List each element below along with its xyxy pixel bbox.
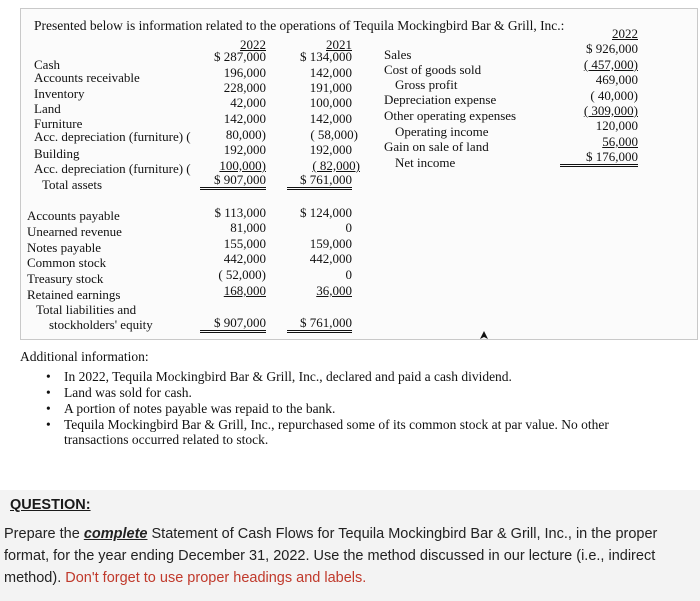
asset-2022: 142,000 <box>223 111 266 126</box>
asset-2022: 80,000) <box>225 127 266 142</box>
liability-2021: $ 124,000 <box>300 205 352 220</box>
question-text <box>4 523 696 589</box>
liability-2022: $ 113,000 <box>214 205 266 220</box>
is-value: ( 457,000) <box>583 57 638 72</box>
is-label: Sales <box>384 47 412 62</box>
asset-2021: ( 82,000) <box>312 158 360 173</box>
asset-2022: 196,000 <box>223 65 266 80</box>
is-value: 56,000 <box>602 134 638 149</box>
mouse-cursor-icon <box>479 330 489 340</box>
bs-header-2022: 2022 <box>240 37 266 52</box>
total-le-label-line2: stockholders' equity <box>49 317 153 332</box>
asset-label: Accounts receivable <box>34 70 140 85</box>
liability-label: Unearned revenue <box>27 224 122 239</box>
list-item: • A portion of notes payable was repaid to the bank. <box>46 401 649 416</box>
list-item: • Land was sold for cash. <box>46 385 649 400</box>
asset-label: Building <box>34 146 80 161</box>
asset-label: Cash <box>34 57 60 72</box>
is-label: Operating income <box>395 124 489 139</box>
is-value: 120,000 <box>595 118 638 133</box>
liability-label: Retained earnings <box>27 287 121 302</box>
list-item: • In 2022, Tequila Mockingbird Bar & Grill, Inc., declared and paid a cash dividend. <box>46 369 649 384</box>
liability-2021: 442,000 <box>309 251 352 266</box>
additional-heading: Additional information: <box>20 349 149 364</box>
liability-2022: 168,000 <box>223 283 266 298</box>
is-value: 469,000 <box>595 72 638 87</box>
liability-2022: 155,000 <box>223 236 266 251</box>
liability-label: Accounts payable <box>27 208 120 223</box>
question-label: QUESTION: <box>10 497 91 513</box>
total-assets-2021: $ 761,000 <box>287 172 352 190</box>
asset-2021: $ 134,000 <box>300 49 352 64</box>
asset-2022: 100,000) <box>219 158 266 173</box>
problem-title: Presented below is information related to the operations of Tequila Mockingbird Bar & Grill, Inc.: <box>34 18 565 33</box>
asset-2022: $ 287,000 <box>214 49 266 64</box>
is-label: Gain on sale of land <box>384 139 489 154</box>
asset-2022: 192,000 <box>223 142 266 157</box>
asset-2021: 100,000 <box>309 95 352 110</box>
total-assets-label: Total assets <box>42 177 103 192</box>
asset-label: Acc. depreciation (furniture) ( <box>34 161 191 176</box>
is-label: Net income <box>395 155 456 170</box>
is-value: ( 40,000) <box>590 88 638 103</box>
is-label: Other operating expenses <box>384 108 517 123</box>
question-part2: Statement of Cash Flows for Tequila Mockingbird Bar & Grill, Inc., in the proper format, for the year ending December 31, 2022. Use the method discussed in our lecture (i.e., indirect method). <box>4 526 658 586</box>
bs-header-2021: 2021 <box>326 37 352 52</box>
asset-2021: 191,000 <box>309 80 352 95</box>
liability-2021: 159,000 <box>309 236 352 251</box>
liability-2021: 0 <box>345 220 352 235</box>
liability-2021: 0 <box>345 267 352 282</box>
is-label: Depreciation expense <box>384 92 497 107</box>
asset-2022: 228,000 <box>223 80 266 95</box>
total-assets-2022: $ 907,000 <box>200 172 266 190</box>
liability-2022: ( 52,000) <box>218 267 266 282</box>
is-label: Cost of goods sold <box>384 62 482 77</box>
liability-label: Treasury stock <box>27 271 104 286</box>
total-le-2021: $ 761,000 <box>287 315 352 333</box>
asset-label: Furniture <box>34 116 83 131</box>
liability-label: Common stock <box>27 255 107 270</box>
list-item: • Tequila Mockingbird Bar & Grill, Inc., repurchased some of its common stock at par value. No other transactions occurred related to stock. <box>46 417 649 447</box>
additional-list <box>46 369 649 448</box>
asset-2021: 142,000 <box>309 111 352 126</box>
question-part1: Prepare the <box>4 526 84 542</box>
question-emphasis: complete <box>83 526 148 542</box>
asset-2021: ( 58,000) <box>310 127 358 142</box>
asset-2021: 192,000 <box>309 142 352 157</box>
asset-label: Acc. depreciation (furniture) ( <box>34 129 191 144</box>
is-label: Gross profit <box>395 77 458 92</box>
asset-label: Land <box>34 101 61 116</box>
liability-2022: 442,000 <box>223 251 266 266</box>
liability-2022: 81,000 <box>230 220 266 235</box>
is-value: $ 176,000 <box>560 149 638 167</box>
is-value: ( 309,000) <box>583 103 638 118</box>
liability-label: Notes payable <box>27 240 102 255</box>
asset-label: Inventory <box>34 86 85 101</box>
is-header-2022: 2022 <box>612 26 638 41</box>
total-le-2022: $ 907,000 <box>200 315 266 333</box>
liability-2021: 36,000 <box>316 283 352 298</box>
asset-2022: 42,000 <box>230 95 266 110</box>
asset-2021: 142,000 <box>309 65 352 80</box>
question-reminder: Don't forget to use proper headings and labels. <box>65 570 367 586</box>
total-le-label-line1: Total liabilities and <box>36 302 137 317</box>
is-value: $ 926,000 <box>586 41 638 56</box>
